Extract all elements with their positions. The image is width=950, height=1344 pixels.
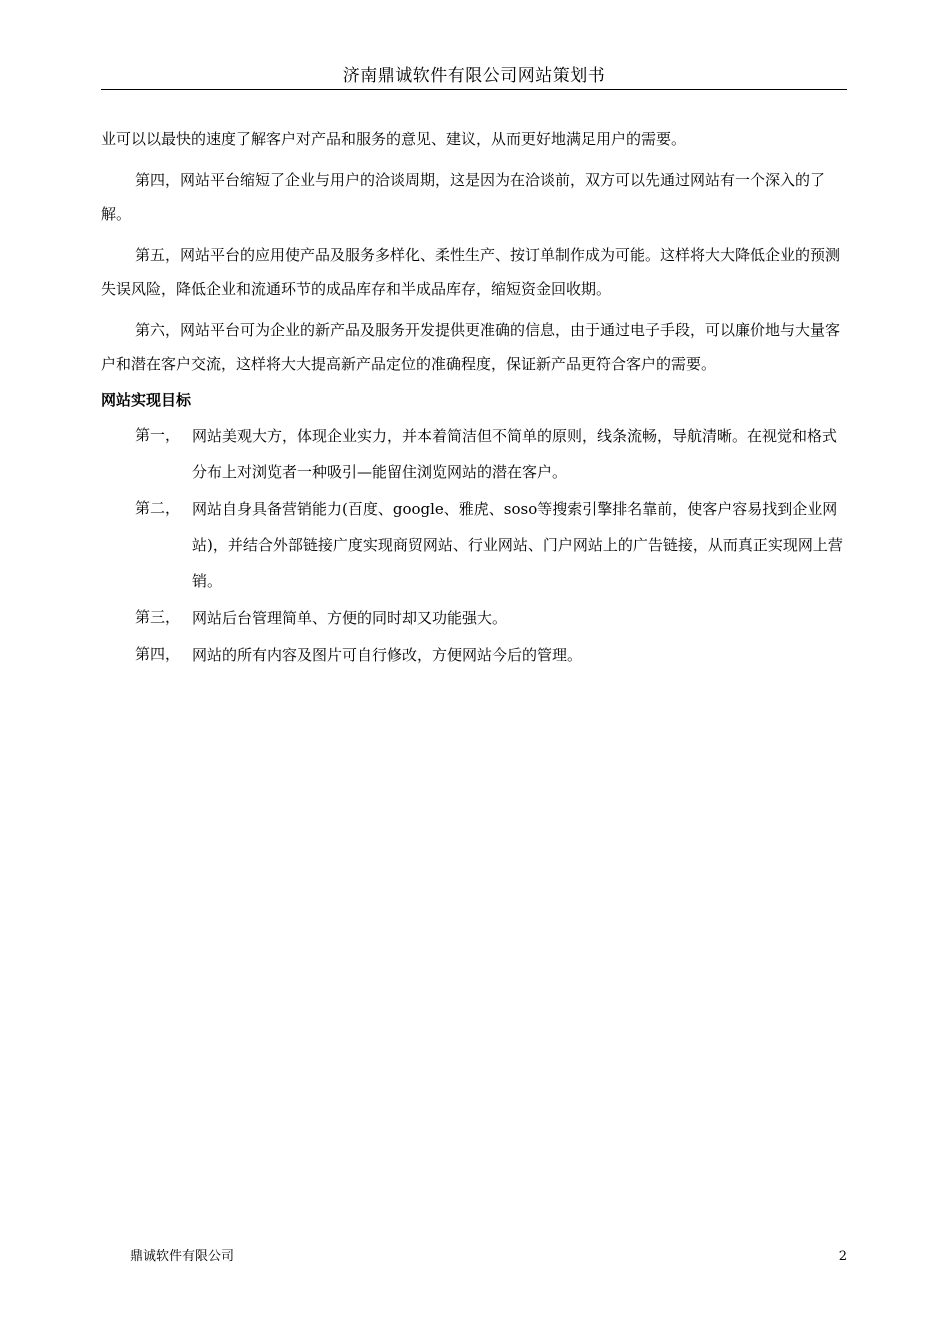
goal-text: 网站后台管理简单、方便的同时却又功能强大。 <box>192 609 508 627</box>
header-divider <box>101 89 847 90</box>
goal-item <box>101 491 847 599</box>
goal-label: 第一， <box>135 426 181 444</box>
body-paragraph: 第六，网站平台可为企业的新产品及服务开发提供更准确的信息，由于通过电子手段，可以廉价地与大量客户和潜在客户交流，这样将大大提高新产品定位的准确程度，保证新产品更符合客户的需要。 <box>101 321 841 373</box>
goal-label: 第三， <box>135 608 181 626</box>
page-number: 2 <box>838 1249 847 1264</box>
body-paragraph: 业可以以最快的速度了解客户对产品和服务的意见、建议，从而更好地满足用户的需要。 <box>101 130 687 148</box>
footer-company: 鼎诚软件有限公司 <box>130 1249 235 1264</box>
document-body <box>101 122 847 674</box>
goal-label: 第四， <box>135 645 181 663</box>
goal-text: 网站自身具备营销能力(百度、google、雅虎、soso等搜索引擎排名靠前，使客户容易找到企业网站)，并结合外部链接广度实现商贸网站、行业网站、门户网站上的广告链接，从而真正实现网上营销。 <box>192 500 843 590</box>
body-paragraph: 第四，网站平台缩短了企业与用户的洽谈周期，这是因为在洽谈前，双方可以先通过网站有一个深入的了解。 <box>101 171 826 223</box>
goal-item <box>101 600 847 636</box>
goal-text: 网站美观大方，体现企业实力，并本着简洁但不简单的原则，线条流畅，导航清晰。在视觉和格式分布上对浏览者一种吸引—能留住浏览网站的潜在客户。 <box>192 427 838 481</box>
goal-list <box>101 418 847 673</box>
goal-label: 第二， <box>135 499 181 517</box>
goal-item <box>101 637 847 673</box>
page-header-title: 济南鼎诚软件有限公司网站策划书 <box>342 66 606 86</box>
goal-text: 网站的所有内容及图片可自行修改，方便网站今后的管理。 <box>192 646 583 664</box>
goal-item <box>101 418 847 490</box>
body-paragraph: 第五，网站平台的应用使产品及服务多样化、柔性生产、按订单制作成为可能。这样将大大降低企业的预测失误风险，降低企业和流通环节的成品库存和半成品库存，缩短资金回收期。 <box>101 246 841 298</box>
section-heading: 网站实现目标 <box>101 391 192 409</box>
